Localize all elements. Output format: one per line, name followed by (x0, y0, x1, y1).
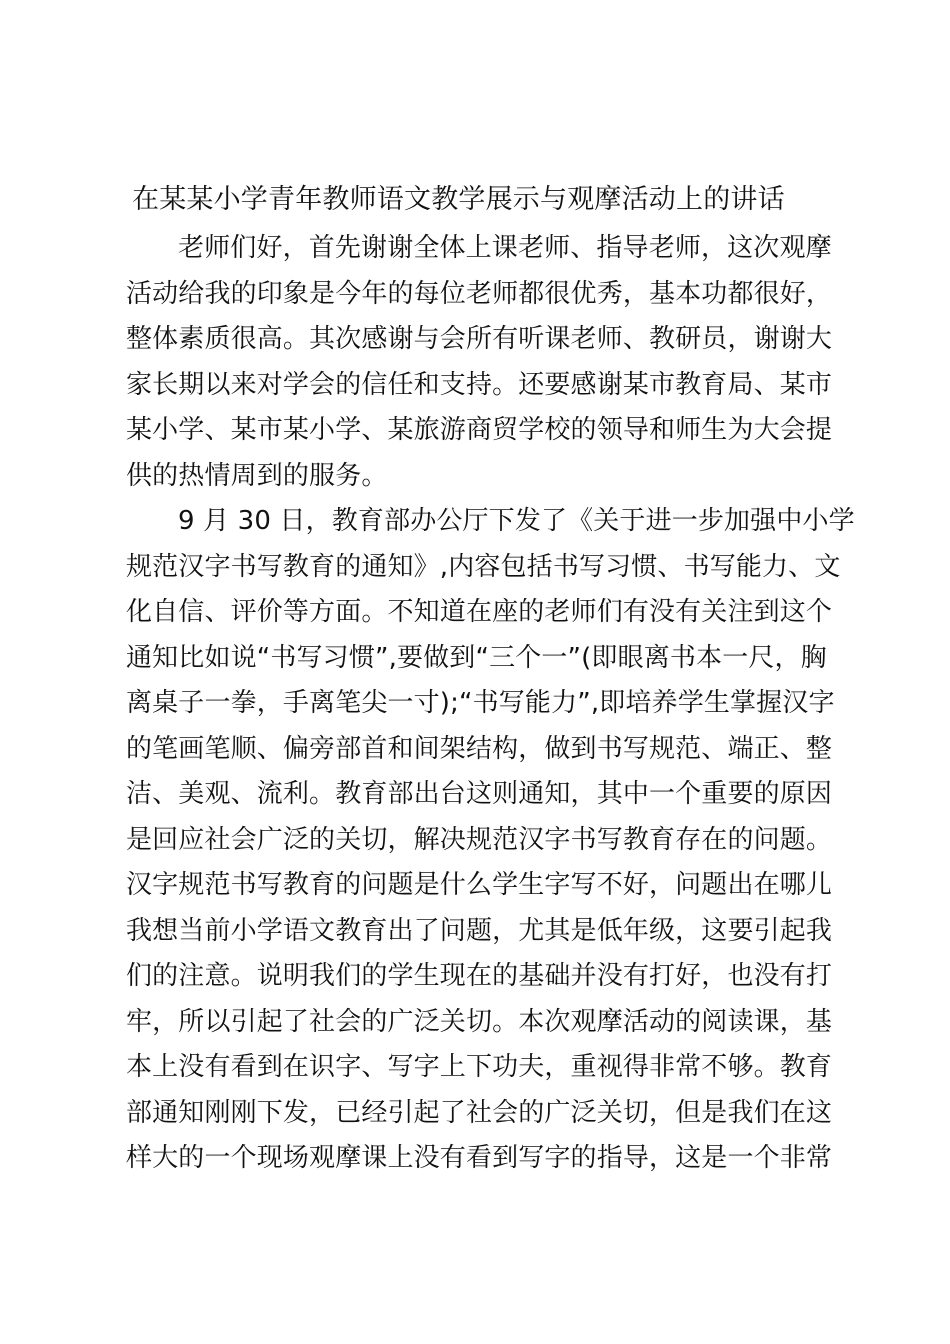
paragraph-2-line-13: 本上没有看到在识字、写字上下功夫，重视得非常不够。教育 (126, 1052, 833, 1082)
paragraph-1-line-3: 整体素质很高。其次感谢与会所有听课老师、教研员，谢谢大 (126, 324, 833, 354)
paragraph-2-line-10: 我想当前小学语文教育出了问题，尤其是低年级，这要引起我 (126, 915, 833, 946)
paragraph-2-line-1: 9 月 30 日，教育部办公厅下发了《关于进一步加强中小学 (178, 506, 855, 536)
paragraph-2-line-2: 规范汉字书写教育的通知》,内容包括书写习惯、书写能力、文 (126, 551, 841, 582)
paragraph-2-line-9: 汉字规范书写教育的问题是什么学生字写不好，问题出在哪儿 (126, 870, 833, 900)
paragraph-2-line-6: 的笔画笔顺、偏旁部首和间架结构，做到书写规范、端正、整 (126, 733, 833, 764)
paragraph-1-line-1: 老师们好，首先谢谢全体上课老师、指导老师，这次观摩 (178, 233, 832, 263)
paragraph-2-line-3: 化自信、评价等方面。不知道在座的老师们有没有关注到这个 (126, 597, 833, 627)
paragraph-2-line-8: 是回应社会广泛的关切，解决规范汉字书写教育存在的问题。 (126, 824, 833, 855)
document-body (126, 226, 855, 1182)
paragraph-1-line-6: 供的热情周到的服务。 (126, 460, 388, 491)
paragraph-2-line-15: 样大的一个现场观摩课上没有看到写字的指导，这是一个非常 (126, 1143, 833, 1173)
paragraph-2-line-7: 洁、美观、流利。教育部出台这则通知，其中一个重要的原因 (126, 779, 833, 809)
paragraph-1-line-5: 某小学、某市某小学、某旅游商贸学校的领导和师生为大会提 (126, 415, 833, 445)
paragraph-1-line-4: 家长期以来对学会的信任和支持。还要感谢某市教育局、某市 (126, 369, 833, 400)
paragraph-2-line-4: 通知比如说“书写习惯”,要做到“三个一”(即眼离书本一尺，胸 (126, 642, 827, 673)
paragraph-1-line-2: 活动给我的印象是今年的每位老师都很优秀，基本功都很好， (126, 278, 833, 309)
paragraph-2-line-5: 离桌子一拳，手离笔尖一寸);“书写能力”,即培养学生掌握汉字 (126, 688, 835, 718)
paragraph-2-line-11: 们的注意。说明我们的学生现在的基础并没有打好，也没有打 (126, 961, 833, 991)
paragraph-2-line-14: 部通知刚刚下发，已经引起了社会的广泛关切，但是我们在这 (126, 1097, 833, 1128)
paragraph-2-line-12: 牢，所以引起了社会的广泛关切。本次观摩活动的阅读课，基 (126, 1006, 833, 1037)
document-title: 在某某小学青年教师语文教学展示与观摩活动上的讲话 (132, 184, 785, 215)
